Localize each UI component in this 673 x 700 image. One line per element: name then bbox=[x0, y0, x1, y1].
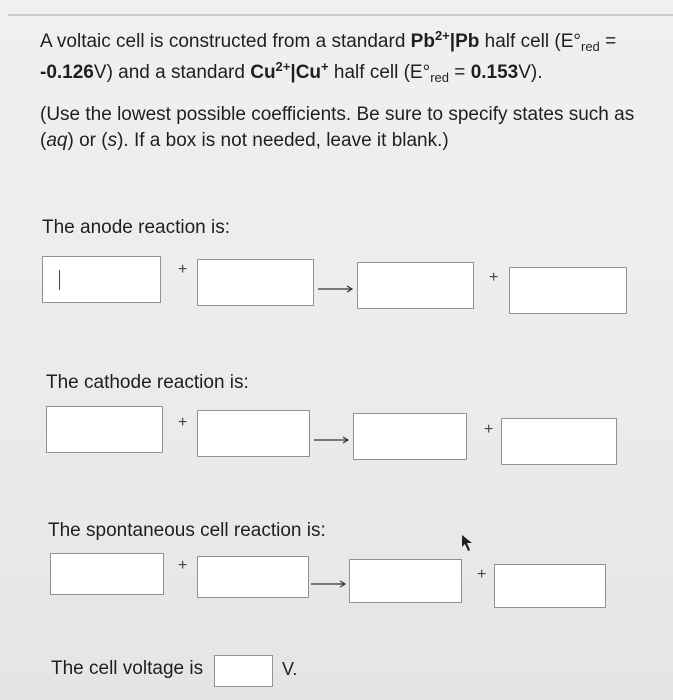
spontaneous-plus-2: + bbox=[477, 566, 487, 583]
cu-plus-charge: + bbox=[321, 59, 329, 74]
cu-plus-ion: Cu bbox=[295, 62, 322, 83]
note-s: s bbox=[107, 130, 118, 151]
problem-text: A voltaic cell is constructed from a standard $Pb^{2+}|Pb$ half cell $(E^\circ_{red} = -0.126V)$ and a standard $Cu^{2+}|Cu^+$ half cell $(E^\circ_{red} = 0.153V)$. bbox=[40, 28, 617, 85]
spontaneous-product-2-field[interactable] bbox=[495, 565, 605, 607]
cell-voltage-input[interactable] bbox=[214, 655, 273, 687]
voltage-unit-label: V. bbox=[282, 659, 298, 679]
spontaneous-plus-1: + bbox=[178, 557, 188, 574]
pb-potential-value: -0.126 bbox=[40, 62, 94, 83]
e-standard-symbol-2: (E° bbox=[403, 62, 431, 83]
spontaneous-reactant-2-input[interactable] bbox=[197, 556, 309, 598]
spontaneous-reactant-1-field[interactable] bbox=[51, 554, 163, 594]
spontaneous-reaction-arrow-icon bbox=[311, 580, 347, 588]
anode-product-1-input[interactable] bbox=[357, 262, 474, 309]
problem-statement bbox=[40, 26, 640, 154]
half-cell-word: half cell bbox=[484, 31, 550, 52]
pb-ion: Pb bbox=[410, 31, 435, 52]
cathode-plus-1: + bbox=[178, 414, 188, 431]
and-standard-text: ) and a standard bbox=[106, 62, 245, 83]
cell-voltage-field[interactable] bbox=[215, 656, 272, 686]
cell-voltage-label: The cell voltage is bbox=[51, 658, 204, 679]
spontaneous-reactant-1-input[interactable] bbox=[50, 553, 164, 595]
note-aq: aq bbox=[46, 130, 68, 151]
spontaneous-product-2-input[interactable] bbox=[494, 564, 606, 608]
anode-product-2-input[interactable] bbox=[509, 267, 627, 314]
e-standard-symbol: (E° bbox=[554, 31, 581, 52]
pb-charge: 2+ bbox=[434, 28, 450, 43]
note-part-3: ). If a box is not needed, leave it blank.) bbox=[117, 130, 449, 151]
anode-reaction-arrow-icon bbox=[318, 285, 354, 293]
spontaneous-reactant-2-field[interactable] bbox=[198, 557, 308, 597]
note-part-1: (Use the lowest possible coefficients. Be sure to specify states such as ( bbox=[40, 104, 635, 151]
mouse-pointer-icon bbox=[460, 534, 474, 552]
anode-plus-1: + bbox=[178, 261, 188, 278]
cathode-reactant-2-input[interactable] bbox=[197, 410, 310, 457]
close-paren: ). bbox=[530, 62, 543, 83]
anode-reaction-label: The anode reaction is: bbox=[42, 217, 231, 238]
anode-product-2-field[interactable] bbox=[510, 268, 626, 313]
cu-ion: Cu bbox=[250, 62, 276, 83]
red-subscript-2: red bbox=[430, 70, 450, 85]
equals-sign: = bbox=[605, 31, 617, 52]
top-divider bbox=[8, 14, 673, 16]
volt-unit: V bbox=[93, 62, 107, 83]
volt-unit-2: V bbox=[518, 62, 531, 83]
intro-text: A voltaic cell is constructed from a standard bbox=[40, 31, 406, 52]
cathode-reactant-1-input[interactable] bbox=[46, 406, 163, 453]
cathode-reaction-arrow-icon bbox=[314, 436, 350, 444]
note-part-2: ) or ( bbox=[67, 130, 108, 151]
anode-product-1-field[interactable] bbox=[358, 263, 473, 308]
cathode-product-2-field[interactable] bbox=[502, 419, 616, 464]
cu-charge: 2+ bbox=[275, 59, 291, 74]
instructions-note bbox=[40, 102, 640, 154]
anode-plus-2: + bbox=[489, 269, 499, 286]
cathode-product-1-field[interactable] bbox=[354, 414, 466, 459]
cu-potential-value: 0.153 bbox=[470, 62, 519, 83]
spontaneous-product-1-field[interactable] bbox=[350, 560, 461, 602]
cathode-reactant-1-field[interactable] bbox=[47, 407, 162, 452]
anode-reactant-2-input[interactable] bbox=[197, 259, 314, 306]
red-subscript: red bbox=[580, 39, 600, 54]
spontaneous-product-1-input[interactable] bbox=[349, 559, 462, 603]
text-caret bbox=[59, 270, 60, 290]
cathode-plus-2: + bbox=[484, 421, 494, 438]
anode-reactant-1-field[interactable] bbox=[43, 257, 160, 302]
cathode-product-2-input[interactable] bbox=[501, 418, 617, 465]
cathode-reaction-label: The cathode reaction is: bbox=[46, 372, 249, 393]
pb-metal: Pb bbox=[455, 31, 480, 52]
half-cell-word-2: half cell bbox=[333, 62, 399, 83]
equals-sign-2: = bbox=[454, 62, 466, 83]
cathode-product-1-input[interactable] bbox=[353, 413, 467, 460]
anode-reactant-2-field[interactable] bbox=[198, 260, 313, 305]
spontaneous-reaction-label: The spontaneous cell reaction is: bbox=[48, 520, 326, 541]
cathode-reactant-2-field[interactable] bbox=[198, 411, 309, 456]
